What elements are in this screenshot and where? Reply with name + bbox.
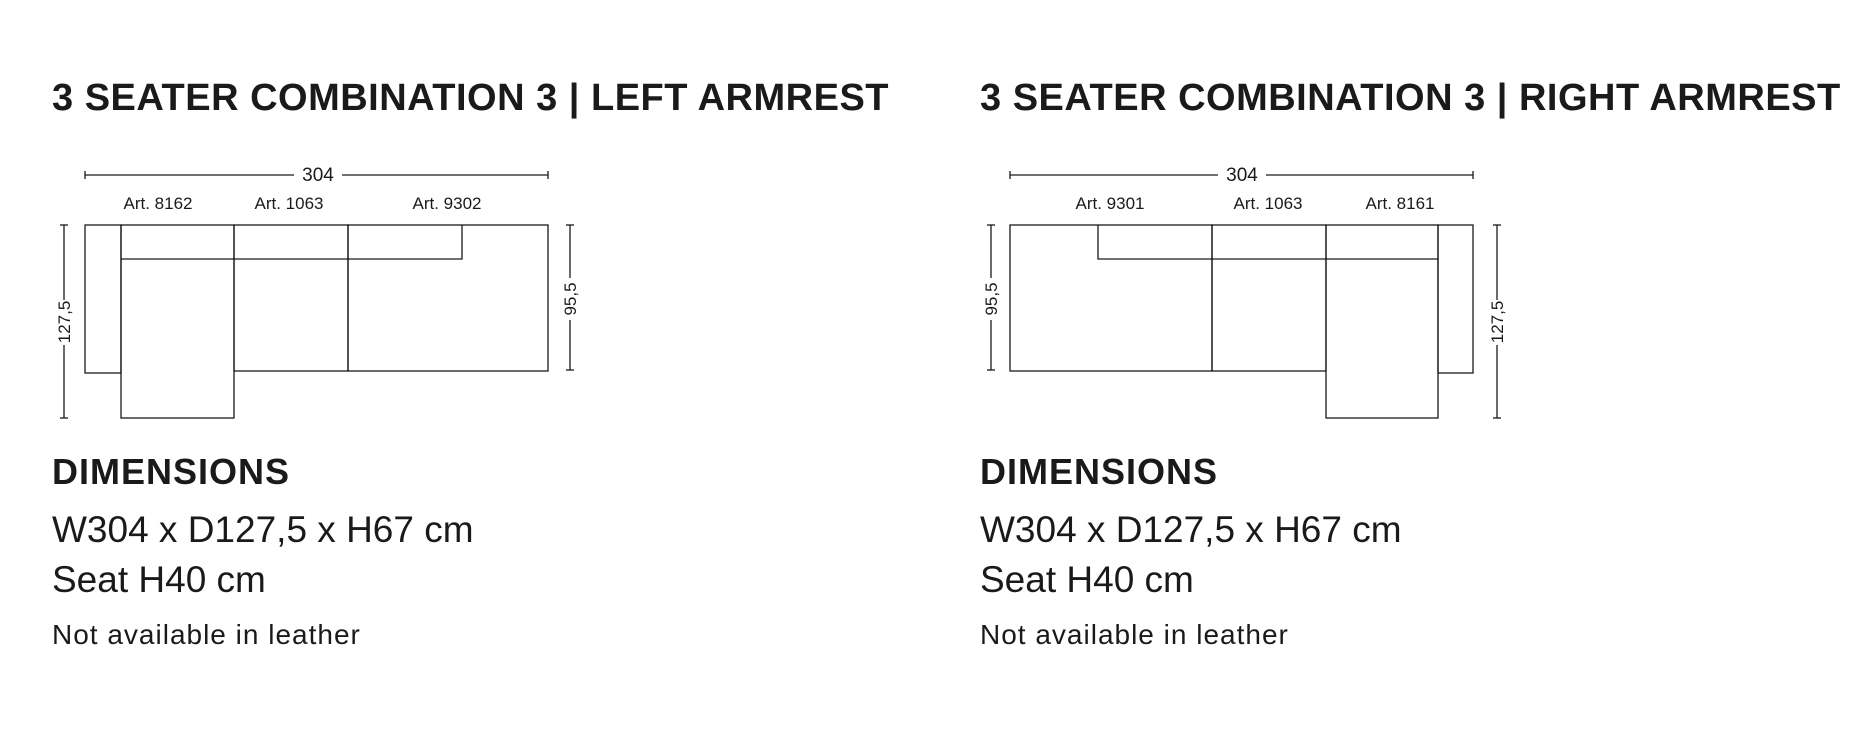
width-label: 304: [302, 165, 334, 186]
module-label: Art. 8161: [1365, 194, 1435, 213]
right-depth-label: 95,5: [561, 282, 580, 316]
width-dimension: [1010, 165, 1473, 186]
armrest: [85, 225, 121, 373]
module-label: Art. 8162: [123, 194, 193, 213]
width-dimension: [85, 165, 548, 186]
width-label: 304: [1226, 165, 1258, 186]
seat-height: Seat H40 cm: [980, 559, 1194, 600]
sofa-outline: [85, 225, 548, 418]
left-sofa-diagram: [52, 150, 612, 440]
module-label: Art. 9302: [412, 194, 482, 213]
chaise-module: [1326, 225, 1438, 418]
right-armrest-panel: [980, 0, 1856, 756]
right-depth-label: 127,5: [1488, 300, 1507, 344]
middle-module: [234, 225, 348, 371]
seat-height: Seat H40 cm: [52, 559, 266, 600]
sofa-outline: [1010, 225, 1473, 418]
dimensions-size: W304 x D127,5 x H67 cm: [52, 509, 474, 550]
right-sofa-diagram: [980, 150, 1540, 440]
availability-note: Not available in leather: [52, 619, 361, 650]
availability-note: Not available in leather: [980, 619, 1289, 650]
chaise-module: [121, 225, 234, 418]
corner-end-module: [1010, 225, 1212, 371]
module-label: Art. 9301: [1075, 194, 1145, 213]
module-label: Art. 1063: [1233, 194, 1303, 213]
right-panel-title: 3 SEATER COMBINATION 3 | RIGHT ARMREST: [980, 77, 1841, 119]
left-panel-title: 3 SEATER COMBINATION 3 | LEFT ARMREST: [52, 77, 890, 119]
left-armrest-panel: [52, 0, 952, 756]
right-depth-dimension: [1488, 225, 1507, 418]
left-depth-label: 127,5: [55, 300, 74, 344]
armrest: [1438, 225, 1473, 373]
left-depth-dimension: [982, 225, 1001, 370]
middle-module: [1212, 225, 1326, 371]
left-depth-dimension: [55, 225, 74, 418]
right-depth-dimension: [561, 225, 580, 370]
dimensions-heading: DIMENSIONS: [980, 451, 1219, 492]
left-depth-label: 95,5: [982, 282, 1001, 316]
corner-end-module: [348, 225, 548, 371]
dimensions-heading: DIMENSIONS: [52, 451, 291, 492]
dimensions-size: W304 x D127,5 x H67 cm: [980, 509, 1402, 550]
module-label: Art. 1063: [254, 194, 324, 213]
